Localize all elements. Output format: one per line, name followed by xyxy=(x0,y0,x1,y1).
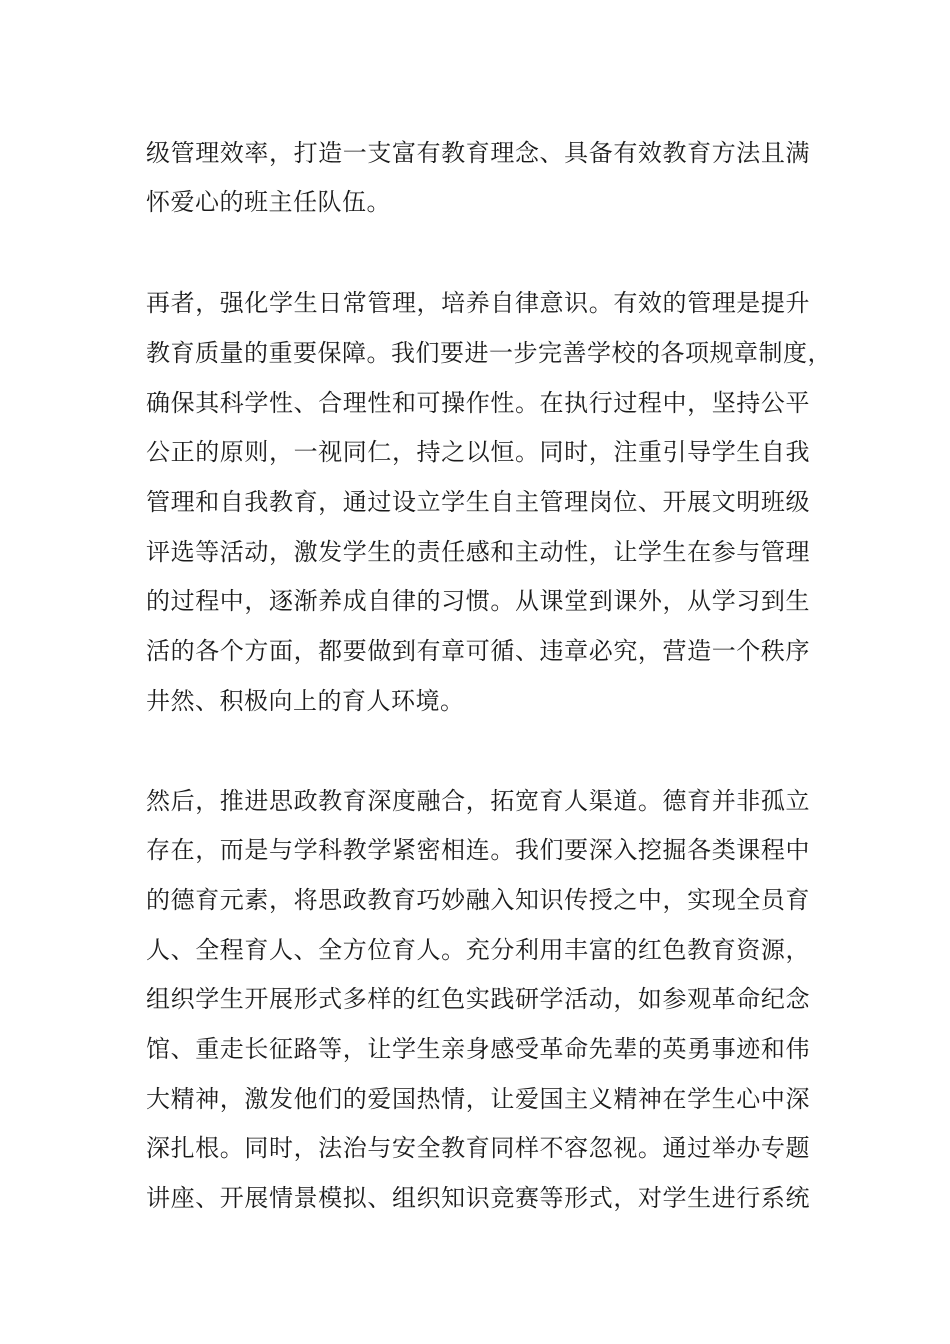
text-line: 人、全程育人、全方位育人。充分利用丰富的红色教育资源， xyxy=(146,936,810,964)
text-line: 怀爱心的班主任队伍。 xyxy=(146,188,391,216)
text-line: 再者，强化学生日常管理，培养自律意识。有效的管理是提升 xyxy=(146,289,810,317)
text-line: 公正的原则，一视同仁，持之以恒。同时，注重引导学生自我 xyxy=(146,438,810,466)
text-line: 深扎根。同时，法治与安全教育同样不容忽视。通过举办专题 xyxy=(146,1134,810,1162)
text-line: 的过程中，逐渐养成自律的习惯。从课堂到课外，从学习到生 xyxy=(146,587,810,615)
text-line: 活的各个方面，都要做到有章可循、违章必究，营造一个秩序 xyxy=(146,637,810,665)
text-line: 教育质量的重要保障。我们要进一步完善学校的各项规章制度， xyxy=(146,339,832,367)
text-line: 确保其科学性、合理性和可操作性。在执行过程中，坚持公平 xyxy=(146,389,810,417)
text-line: 大精神，激发他们的爱国热情，让爱国主义精神在学生心中深 xyxy=(146,1085,810,1113)
text-line: 管理和自我教育，通过设立学生自主管理岗位、开展文明班级 xyxy=(146,488,810,516)
text-line: 组织学生开展形式多样的红色实践研学活动，如参观革命纪念 xyxy=(146,985,810,1013)
text-line: 井然、积极向上的育人环境。 xyxy=(146,687,465,715)
text-line: 然后，推进思政教育深度融合，拓宽育人渠道。德育并非孤立 xyxy=(146,787,810,815)
text-line: 的德育元素，将思政教育巧妙融入知识传授之中，实现全员育 xyxy=(146,886,810,914)
text-line: 讲座、开展情景模拟、组织知识竞赛等形式，对学生进行系统 xyxy=(146,1184,810,1212)
text-line: 馆、重走长征路等，让学生亲身感受革命先辈的英勇事迹和伟 xyxy=(146,1035,810,1063)
text-line: 评选等活动，激发学生的责任感和主动性，让学生在参与管理 xyxy=(146,538,810,566)
text-line: 级管理效率，打造一支富有教育理念、具备有效教育方法且满 xyxy=(146,139,810,167)
text-line: 存在，而是与学科教学紧密相连。我们要深入挖掘各类课程中 xyxy=(146,836,810,864)
